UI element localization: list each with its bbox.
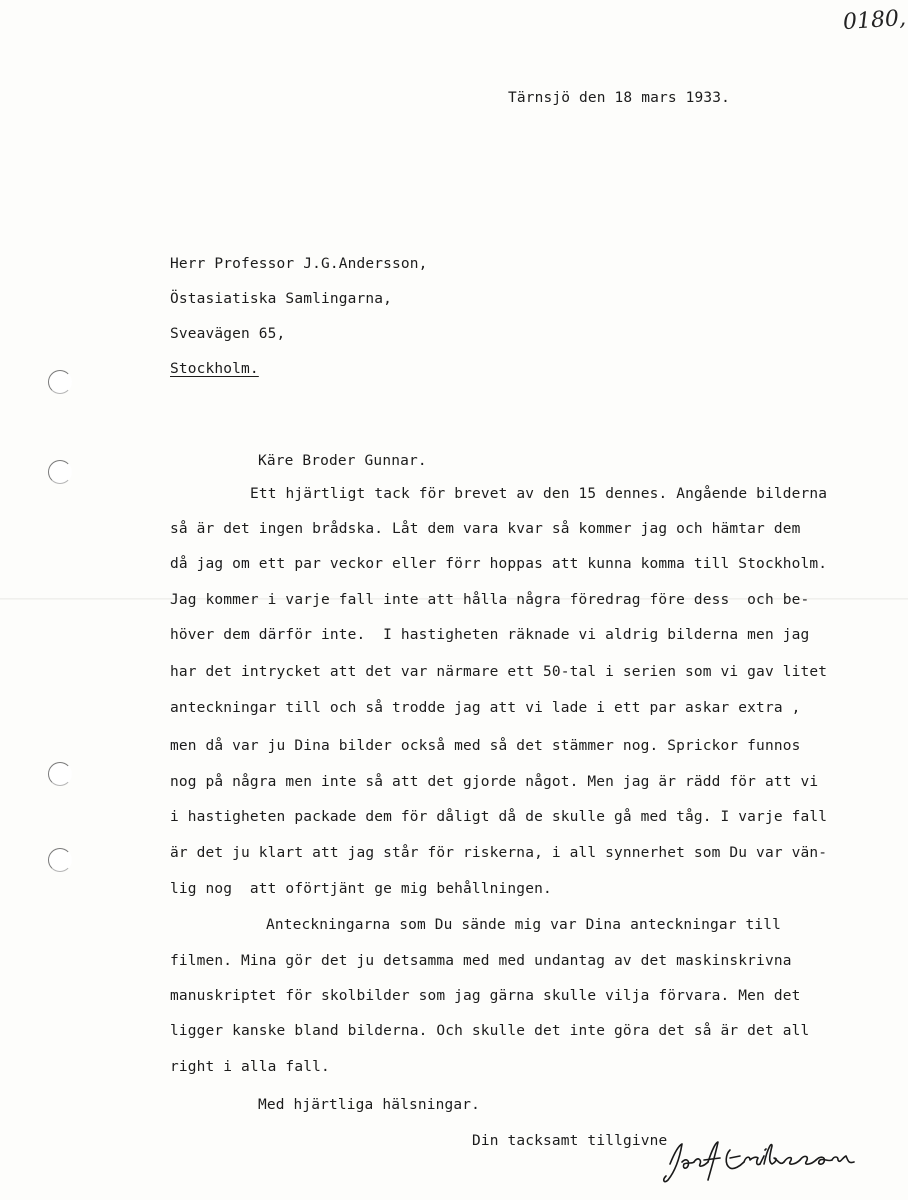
date-line: Tärnsjö den 18 mars 1933.: [508, 90, 730, 106]
archive-number: 0180,: [842, 5, 907, 36]
body-line: har det intrycket att det var närmare ett 50-tal i serien som vi gav litet: [170, 664, 828, 680]
recipient-city: Stockholm.: [170, 361, 259, 377]
recipient-street: Sveavägen 65,: [170, 326, 286, 342]
body-line: då jag om ett par veckor eller förr hoppas att kunna komma till Stockholm.: [170, 556, 828, 572]
salutation: Käre Broder Gunnar.: [258, 453, 427, 469]
recipient-institution: Östasiatiska Samlingarna,: [170, 291, 392, 307]
body-line: men då var ju Dina bilder också med så det stämmer nog. Sprickor funnos: [170, 738, 801, 754]
body-line: är det ju klart att jag står för riskerna, i all synnerhet som Du var vän-: [170, 845, 828, 861]
body-line: manuskriptet för skolbilder som jag gärna skulle vilja förvara. Men det: [170, 988, 801, 1004]
body-line: Jag kommer i varje fall inte att hålla några föredrag före dess och be-: [170, 592, 810, 608]
closing: Med hjärtliga hälsningar.: [258, 1097, 480, 1113]
body-line: Anteckningarna som Du sände mig var Dina anteckningar till: [266, 917, 782, 933]
handwritten-signature: [660, 1136, 870, 1186]
body-line: nog på några men inte så att det gjorde något. Men jag är rädd för att vi: [170, 774, 819, 790]
body-line: filmen. Mina gör det ju detsamma med med undantag av det maskinskrivna: [170, 953, 792, 969]
body-line: Ett hjärtligt tack för brevet av den 15 dennes. Angående bilderna: [250, 486, 828, 502]
body-line: höver dem därför inte. I hastigheten räknade vi aldrig bilderna men jag: [170, 627, 810, 643]
body-line: så är det ingen brådska. Låt dem vara kvar så kommer jag och hämtar dem: [170, 521, 801, 537]
punch-hole: [48, 460, 72, 484]
body-line: lig nog att oförtjänt ge mig behållningen.: [170, 881, 552, 897]
body-line: right i alla fall.: [170, 1059, 330, 1075]
recipient-name: Herr Professor J.G.Andersson,: [170, 256, 428, 272]
punch-hole: [48, 762, 72, 786]
signoff: Din tacksamt tillgivne: [472, 1133, 668, 1149]
punch-hole: [48, 370, 72, 394]
punch-hole: [48, 848, 72, 872]
body-line: i hastigheten packade dem för dåligt då de skulle gå med tåg. I varje fall: [170, 809, 828, 825]
body-line: anteckningar till och så trodde jag att vi lade i ett par askar extra ,: [170, 700, 801, 716]
body-line: ligger kanske bland bilderna. Och skulle det inte göra det så är det all: [170, 1023, 810, 1039]
